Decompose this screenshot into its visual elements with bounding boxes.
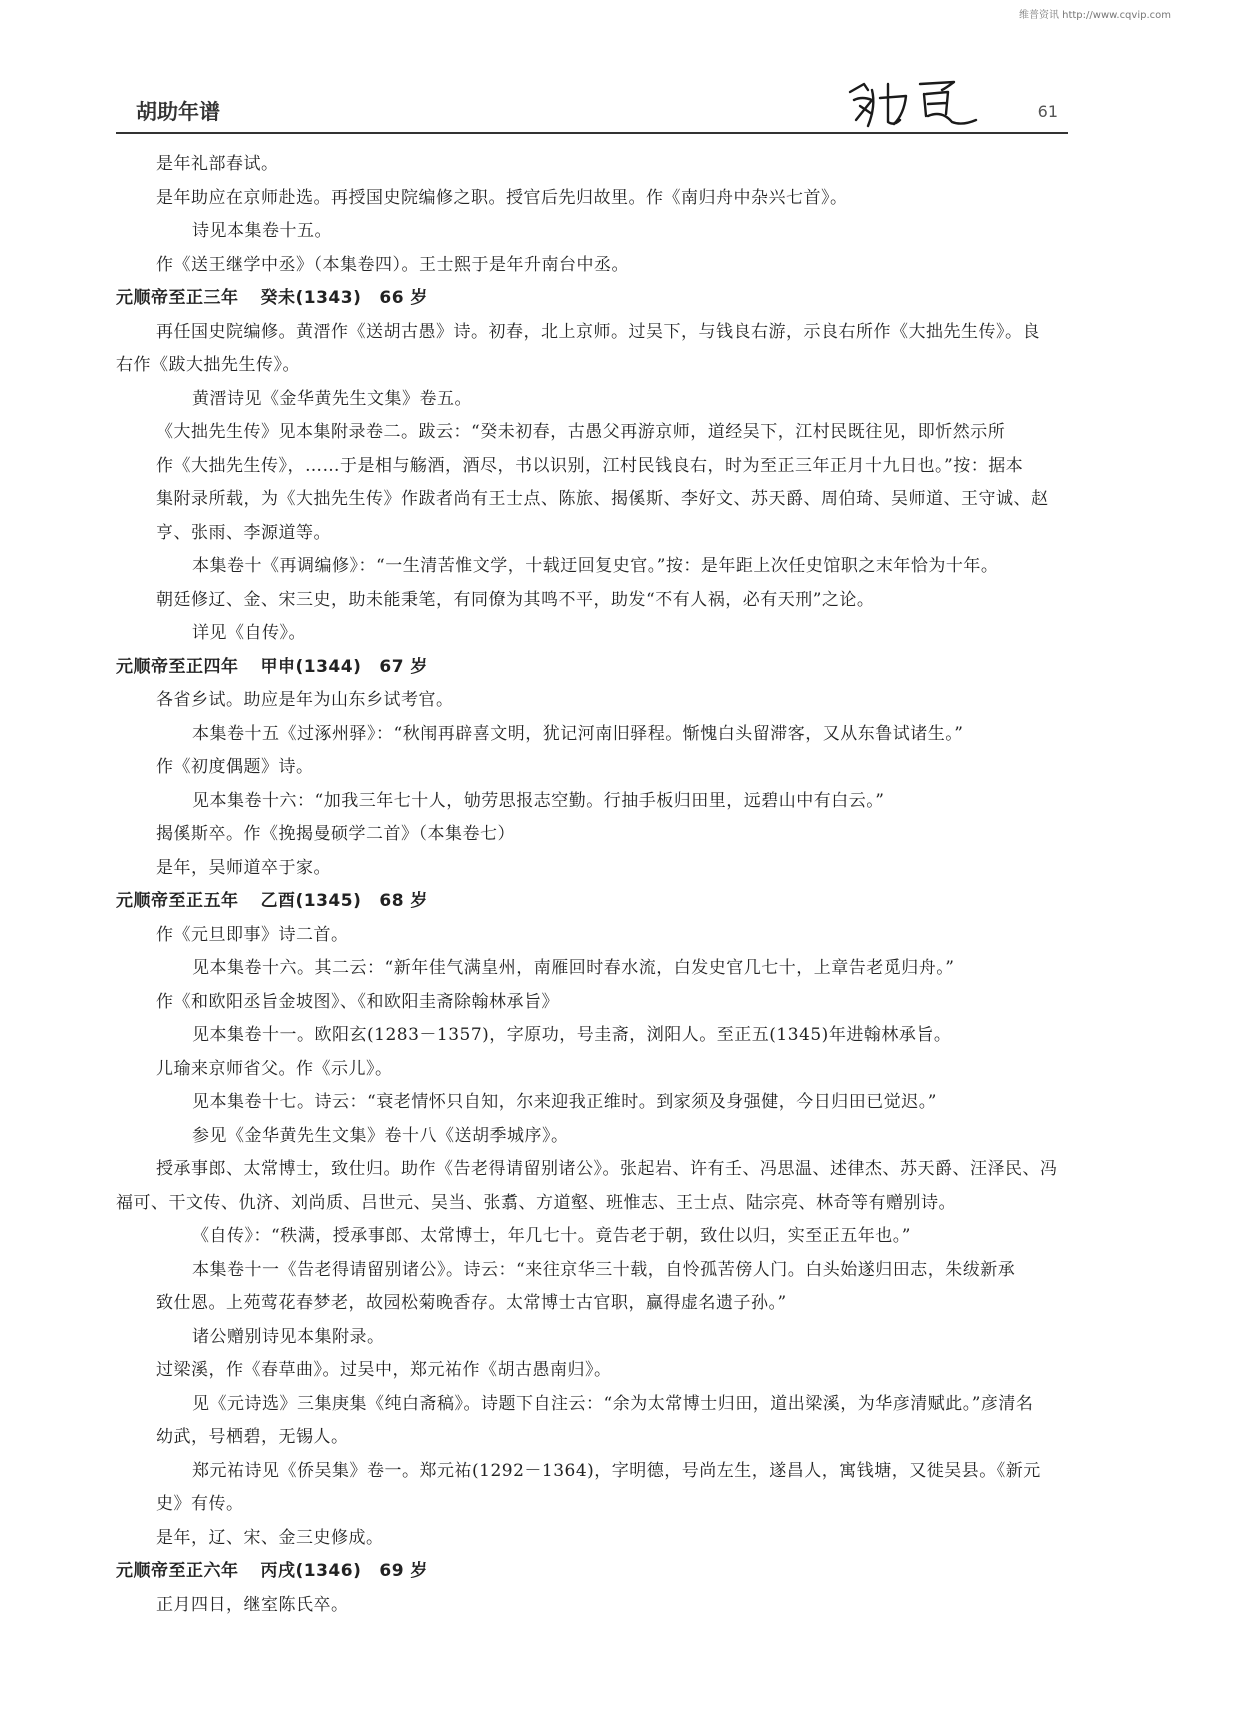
year-ganzhi: 癸未(1343) (260, 288, 362, 308)
running-title: 胡助年谱 (136, 99, 220, 124)
year-age: 67 岁 (379, 656, 428, 677)
text-line: 授承事郎、太常博士，致仕归。助作《告老得请留别诸公》。张起岩、许有壬、冯思温、述律杰、苏天爵、汪泽民、冯 (156, 1159, 1058, 1179)
text-line: 见《元诗选》三集庚集《纯白斋稿》。诗题下自注云：“余为太常博士归田，道出梁溪，为华彦清赋此。”彦清名 (192, 1393, 1034, 1414)
text-line: 集附录所载，为《大拙先生传》作跋者尚有王士点、陈旅、揭傒斯、李好文、苏天爵、周伯琦、吴师道、王守诚、赵 (156, 489, 1049, 509)
text-line: 作《和欧阳丞旨金坡图》、《和欧阳圭斋除翰林承旨》 (156, 991, 559, 1012)
text-line: 见本集卷十六。其二云：“新年佳气满皇州，南雁回时春水流，白发史官几七十，上章告老觅归舟。” (192, 958, 955, 978)
text-line: 参见《金华黄先生文集》卷十八《送胡季城序》。 (192, 1125, 569, 1146)
text-line: 本集卷十五《过涿州驿》：“秋闱再辟喜文明，犹记河南旧驿程。惭愧白头留滞客，又从东鲁试诸生。” (192, 723, 964, 744)
page-header (116, 88, 1068, 134)
text-line: 本集卷十《再调编修》：“一生清苦惟文学，十载迂回复史官。”按：是年距上次任史馆职之末年恰为十年。 (192, 556, 999, 576)
text-line: 右作《跋大拙先生传》。 (116, 355, 300, 375)
text-line: 过梁溪，作《春草曲》。过吴中，郑元祐作《胡古愚南归》。 (156, 1360, 612, 1380)
text-line: 郑元祐诗见《侨吴集》卷一。郑元祐(1292－1364)，字明德，号尚左生，遂昌人，寓钱塘，又徙吴县。《新元 (192, 1460, 1041, 1481)
text-line: 本集卷十一《告老得请留别诸公》。诗云：“来往京华三十载，自怜孤苦傍人门。白头始遂归田志，朱绂新承 (192, 1259, 1016, 1280)
page-number: 61 (1037, 102, 1058, 121)
year-age: 66 岁 (379, 288, 428, 308)
text-line: 致仕恩。上苑莺花春梦老，故园松菊晚香存。太常博士古官职，赢得虚名遗子孙。” (156, 1293, 787, 1313)
text-line: 作《送王继学中丞》（本集卷四）。王士熙于是年升南台中丞。 (156, 254, 629, 275)
year-era: 元顺帝至正三年 (116, 288, 239, 308)
text-line: 是年，吴师道卒于家。 (156, 857, 331, 878)
year-heading (116, 1555, 1068, 1589)
text-line: 《自传》：“秩满，授承事郎、太常博士，年几七十。竟告老于朝，致仕以归，实至正五年也。” (192, 1226, 911, 1246)
year-ganzhi: 丙戌(1346) (260, 1561, 362, 1581)
year-age: 69 岁 (379, 1561, 428, 1581)
text-line: 幼武，号栖碧，无锡人。 (156, 1427, 349, 1447)
text-line: 《大拙先生传》见本集附录卷二。跋云：“癸未初春，古愚父再游京师，道经吴下，江村民既往见，即忻然示所 (156, 422, 1006, 442)
text-line: 揭傒斯卒。作《挽揭曼硕学二首》（本集卷七） (156, 824, 515, 844)
text-line: 亨、张雨、李源道等。 (156, 522, 331, 543)
text-line: 见本集卷十六：“加我三年七十人，劬劳思报志空勤。行抽手板归田里，远碧山中有白云。” (192, 790, 885, 811)
year-ganzhi: 甲申(1344) (260, 656, 362, 677)
text-line: 是年礼部春试。 (156, 154, 279, 174)
text-line: 详见《自传》。 (192, 623, 306, 643)
text-line: 是年助应在京师赴选。再授国史院编修之职。授官后先归故里。作《南归舟中杂兴七首》。 (156, 187, 848, 208)
text-line: 各省乡试。助应是年为山东乡试考官。 (156, 690, 454, 710)
year-ganzhi: 乙酉(1345) (260, 891, 362, 911)
year-age: 68 岁 (379, 891, 428, 911)
year-heading (116, 651, 1068, 685)
text-line: 黄溍诗见《金华黄先生文集》卷五。 (192, 388, 472, 409)
text-line: 儿瑜来京师省父。作《示儿》。 (156, 1058, 393, 1079)
text-line: 诗见本集卷十五。 (192, 221, 332, 241)
watermark: 维普资讯 http://www.cqvip.com (1018, 10, 1171, 21)
text-line: 再任国史院编修。黄溍作《送胡古愚》诗。初春，北上京师。过吴下，与钱良右游，示良右所作《大拙先生传》。良 (156, 321, 1040, 342)
chronicle-body (116, 148, 1068, 1622)
handwritten-signature (842, 70, 982, 132)
year-era: 元顺帝至正五年 (116, 891, 239, 911)
text-line: 是年，辽、宋、金三史修成。 (156, 1527, 384, 1548)
text-line: 作《初度偶题》诗。 (156, 757, 314, 777)
text-line: 见本集卷十七。诗云：“衰老情怀只自知，尔来迎我正维时。到家须及身强健，今日归田已觉迟。” (192, 1092, 937, 1112)
text-line: 作《元旦即事》诗二首。 (156, 924, 349, 945)
year-era: 元顺帝至正六年 (116, 1561, 239, 1581)
text-line: 正月四日，继室陈氏卒。 (156, 1594, 349, 1615)
year-heading (116, 282, 1068, 316)
year-era: 元顺帝至正四年 (116, 656, 239, 677)
text-line: 福可、干文传、仇济、刘尚质、吕世元、吴当、张翥、方道壑、班惟志、王士点、陆宗亮、林奇等有赠别诗。 (116, 1192, 956, 1213)
text-line: 见本集卷十一。欧阳玄(1283－1357)，字原功，号圭斋，浏阳人。至正五(1345)年进翰林承旨。 (192, 1025, 952, 1045)
year-heading (116, 885, 1068, 919)
text-line: 诸公赠别诗见本集附录。 (192, 1326, 385, 1347)
text-line: 史》有传。 (156, 1494, 244, 1514)
text-line: 朝廷修辽、金、宋三史，助未能秉笔，有同僚为其鸣不平，助发“不有人祸，必有天刑”之论。 (156, 589, 875, 610)
text-line: 作《大拙先生传》，……于是相与觞酒，酒尽，书以识别，江村民钱良右，时为至正三年正月十九日也。”按：据本 (156, 455, 1024, 476)
